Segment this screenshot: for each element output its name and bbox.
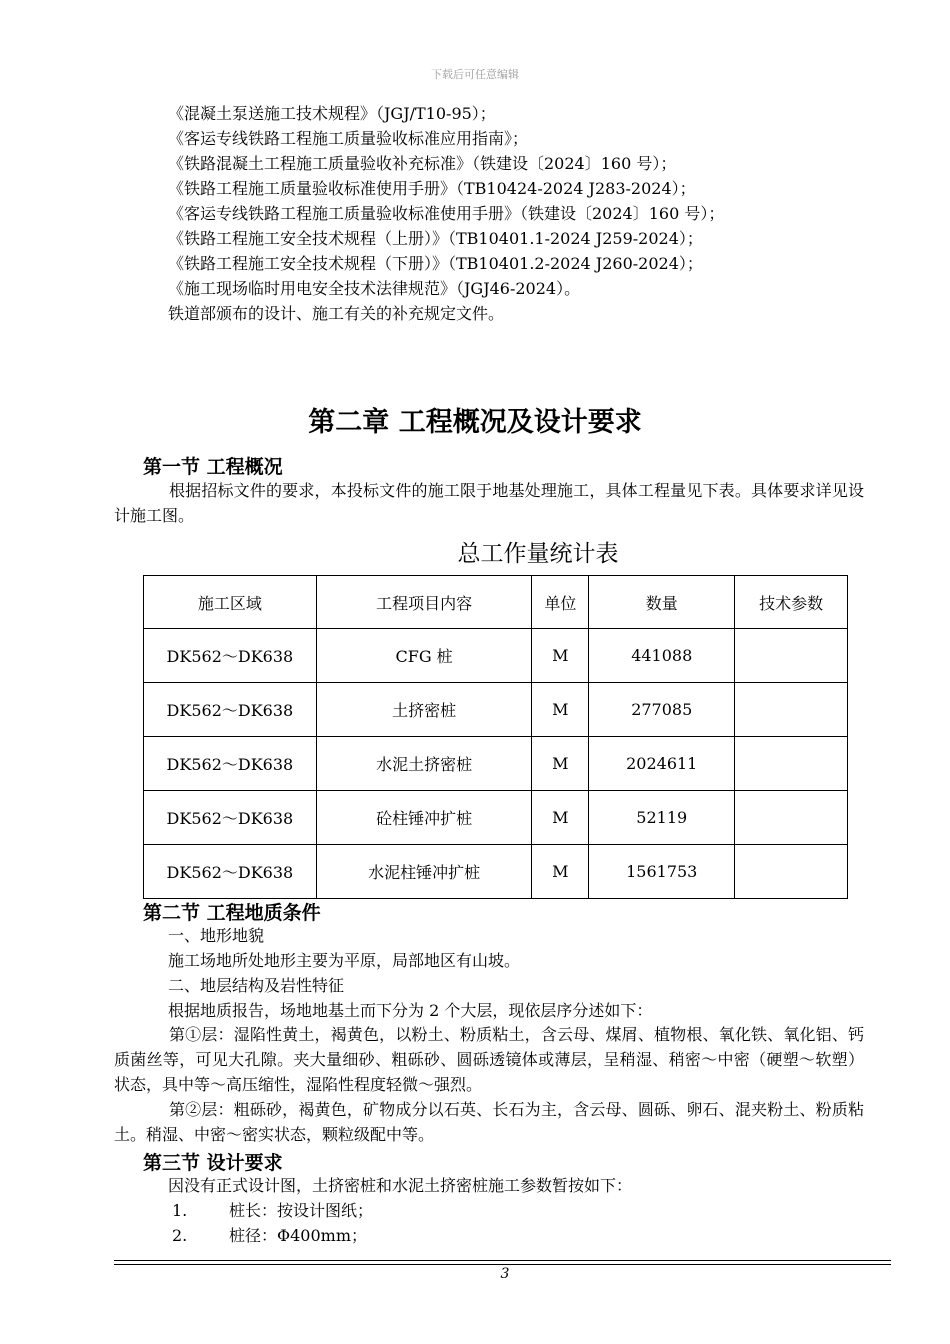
table-cell: M bbox=[532, 629, 589, 683]
paragraph: 根据招标文件的要求，本投标文件的施工限于地基处理施工，具体工程量见下表。具体要求详见设计施工图。 bbox=[114, 481, 864, 525]
reference-line: 《铁路工程施工安全技术规程（下册）》（TB10401.2-2024 J260-2024）； bbox=[168, 254, 703, 273]
table-cell: 水泥土挤密桩 bbox=[316, 737, 532, 791]
table-row bbox=[144, 791, 848, 845]
table-row bbox=[144, 629, 848, 683]
table-header-cell: 工程项目内容 bbox=[316, 576, 532, 629]
table-cell bbox=[735, 683, 848, 737]
paragraph: 因没有正式设计图，土挤密桩和水泥土挤密桩施工参数暂按如下： bbox=[168, 1176, 633, 1195]
list-item: 桩径：Φ400mm； bbox=[229, 1226, 368, 1245]
footer-rule bbox=[114, 1260, 891, 1261]
subheading: 二、地层结构及岩性特征 bbox=[168, 976, 345, 995]
reference-line: 《客运专线铁路工程施工质量验收标准使用手册》（铁建设〔2024〕160 号）； bbox=[168, 204, 725, 223]
table-cell: DK562～DK638 bbox=[144, 629, 317, 683]
reference-line: 《铁路工程施工安全技术规程（上册）》（TB10401.1-2024 J259-2024）； bbox=[168, 229, 703, 248]
table-cell: M bbox=[532, 683, 589, 737]
table-cell: DK562～DK638 bbox=[144, 845, 317, 899]
table-cell: DK562～DK638 bbox=[144, 791, 317, 845]
table-cell: 2024611 bbox=[589, 737, 735, 791]
table-cell: DK562～DK638 bbox=[144, 737, 317, 791]
section-title: 第一节 工程概况 bbox=[143, 456, 283, 478]
paragraph: 第①层：湿陷性黄土，褐黄色，以粉土、粉质粘土，含云母、煤屑、植物根、氧化铁、氧化铝、钙质菌丝等，可见大孔隙。夹大量细砂、粗砾砂、圆砾透镜体或薄层，呈稍湿、稍密～中密（硬塑～软塑）状态，具中等～高压缩性，湿陷性程度轻微～强烈。 bbox=[114, 1025, 864, 1094]
table-row bbox=[144, 845, 848, 899]
footer-rule bbox=[114, 1264, 891, 1265]
table-header-cell: 施工区域 bbox=[144, 576, 317, 629]
paragraph: 根据地质报告，场地地基土而下分为 2 个大层，现依层序分述如下： bbox=[168, 1001, 653, 1020]
subheading: 一、地形地貌 bbox=[168, 926, 265, 945]
section-title: 第二节 工程地质条件 bbox=[143, 902, 321, 924]
table-cell bbox=[735, 629, 848, 683]
section-title: 第三节 设计要求 bbox=[143, 1152, 283, 1174]
table-cell: 1561753 bbox=[589, 845, 735, 899]
table-header-cell: 技术参数 bbox=[735, 576, 848, 629]
table-header-cell: 数量 bbox=[589, 576, 735, 629]
table-row bbox=[144, 683, 848, 737]
table-cell: 砼柱锤冲扩桩 bbox=[316, 791, 532, 845]
table-row bbox=[144, 737, 848, 791]
table-cell: M bbox=[532, 791, 589, 845]
table-header-cell: 单位 bbox=[532, 576, 589, 629]
header-watermark: 下载后可任意编辑 bbox=[431, 68, 519, 81]
table-cell: 441088 bbox=[589, 629, 735, 683]
table-cell: 水泥柱锤冲扩桩 bbox=[316, 845, 532, 899]
table-cell: M bbox=[532, 845, 589, 899]
chapter-title: 第二章 工程概况及设计要求 bbox=[308, 407, 642, 438]
reference-line: 《客运专线铁路工程施工质量验收标准应用指南》； bbox=[168, 129, 529, 148]
quantity-table bbox=[143, 575, 848, 899]
table-cell bbox=[735, 737, 848, 791]
page-number: 3 bbox=[500, 1266, 510, 1282]
reference-line: 《铁路工程施工质量验收标准使用手册》（TB10424-2024 J283-2024）； bbox=[168, 179, 696, 198]
reference-line: 铁道部颁布的设计、施工有关的补充规定文件。 bbox=[168, 304, 505, 323]
table-cell: DK562～DK638 bbox=[144, 683, 317, 737]
list-item: 桩长：按设计图纸； bbox=[229, 1201, 374, 1220]
table-cell: 土挤密桩 bbox=[316, 683, 532, 737]
table-caption: 总工作量统计表 bbox=[457, 541, 619, 567]
list-item-number: 1. bbox=[172, 1201, 188, 1220]
paragraph: 第②层：粗砾砂，褐黄色，矿物成分以石英、长石为主，含云母、圆砾、卵石、混夹粉土、粉质粘土。稍湿、中密～密实状态，颗粒级配中等。 bbox=[114, 1100, 864, 1144]
table-cell bbox=[735, 845, 848, 899]
table-cell: 277085 bbox=[589, 683, 735, 737]
reference-line: 《施工现场临时用电安全技术法律规范》（JGJ46-2024）。 bbox=[168, 279, 581, 298]
table-cell: M bbox=[532, 737, 589, 791]
table-cell bbox=[735, 791, 848, 845]
table-cell: CFG 桩 bbox=[316, 629, 532, 683]
reference-line: 《铁路混凝土工程施工质量验收补充标准》（铁建设〔2024〕160 号）； bbox=[168, 154, 677, 173]
paragraph: 施工场地所处地形主要为平原，局部地区有山坡。 bbox=[168, 951, 521, 970]
table-cell: 52119 bbox=[589, 791, 735, 845]
table-header-row bbox=[144, 576, 848, 629]
reference-line: 《混凝土泵送施工技术规程》（JGJ/T10-95）； bbox=[168, 104, 496, 123]
list-item-number: 2. bbox=[172, 1226, 188, 1245]
